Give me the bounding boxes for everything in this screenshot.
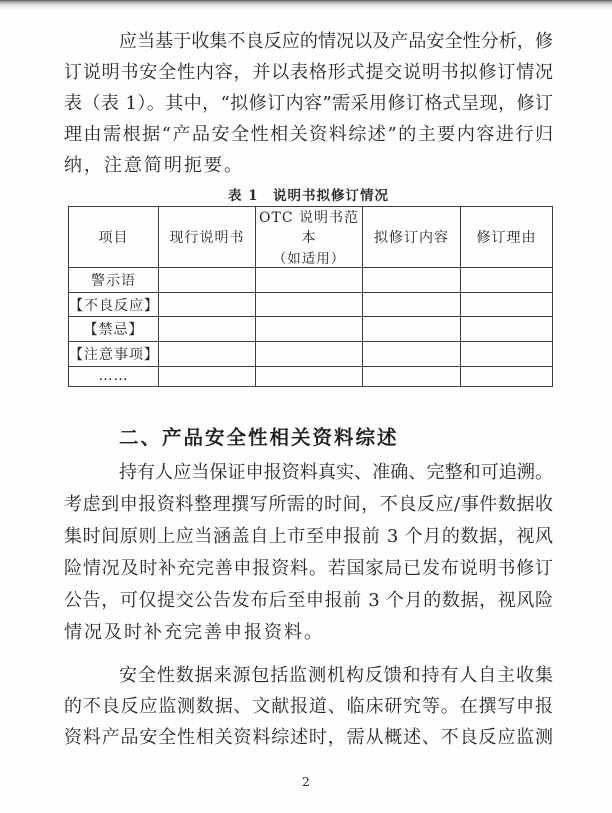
empty-cell: [159, 342, 256, 367]
header-cell-item: 项目: [69, 207, 159, 268]
empty-cell: [256, 317, 363, 342]
row-label: ……: [69, 366, 159, 386]
row-label: 【禁忌】: [69, 317, 159, 342]
body-line: 情况及时补充完善申报资料。: [64, 622, 324, 643]
empty-cell: [461, 268, 553, 293]
table-row-adverse-reaction: [69, 292, 553, 317]
table-row-contraindication: [69, 317, 553, 342]
empty-cell: [461, 366, 553, 386]
header-cell-revision-reason: 修订理由: [461, 207, 553, 268]
empty-cell: [159, 366, 256, 386]
header-cell-proposed-content: 拟修订内容: [363, 207, 461, 268]
section-heading: 二、产品安全性相关资料综述: [119, 426, 399, 449]
paragraph-3: [64, 660, 553, 753]
page-number: 2: [302, 774, 310, 789]
empty-cell: [256, 342, 363, 367]
empty-cell: [363, 268, 461, 293]
revision-table: [68, 206, 553, 387]
empty-cell: [363, 366, 461, 386]
table-row-warning: [69, 268, 553, 293]
empty-cell: [363, 292, 461, 317]
paragraph-2: [64, 457, 553, 649]
body-line: 理由需根据“产品安全性相关资料综述”的主要内容进行归: [64, 124, 553, 145]
header-cell-otc-template: [256, 207, 363, 268]
body-line: 集时间原则上应当涵盖自上市至申报前 3 个月的数据，视风: [64, 526, 553, 547]
body-line: 表（表 1）。其中，“拟修订内容”需采用修订格式呈现，修订: [64, 93, 553, 114]
body-line: 安全性数据来源包括监测机构反馈和持有人自主收集: [119, 665, 553, 686]
empty-cell: [256, 366, 363, 386]
table-row-ellipsis: [69, 366, 553, 386]
scan-top-edge-artifact: [0, 0, 612, 10]
paragraph-1: [64, 26, 553, 181]
row-label: 警示语: [69, 268, 159, 293]
empty-cell: [461, 342, 553, 367]
empty-cell: [363, 317, 461, 342]
empty-cell: [461, 317, 553, 342]
body-line: 险情况及时补充完善申报资料。若国家局已发布说明书修订: [64, 558, 553, 579]
table-title: 表 1 说明书拟修订情况: [227, 188, 390, 204]
body-line: 考虑到申报资料整理撰写所需的时间，不良反应/事件数据收: [64, 494, 553, 515]
empty-cell: [256, 292, 363, 317]
row-label: 【不良反应】: [69, 292, 159, 317]
body-line: 的不良反应监测数据、文献报道、临床研究等。在撰写申报: [64, 696, 553, 717]
empty-cell: [363, 342, 461, 367]
body-line: 纳，注意简明扼要。: [64, 155, 244, 176]
empty-cell: [159, 268, 256, 293]
empty-cell: [256, 268, 363, 293]
body-line: 资料产品安全性相关资料综述时，需从概述、不良反应监测: [64, 727, 553, 748]
table-header-row: [69, 207, 553, 268]
otc-header-line1: OTC 说明书范本: [259, 210, 359, 246]
row-label: 【注意事项】: [69, 342, 159, 367]
empty-cell: [159, 292, 256, 317]
body-line: 应当基于收集不良反应的情况以及产品安全性分析，修: [119, 31, 553, 52]
empty-cell: [461, 292, 553, 317]
table-row-precautions: [69, 342, 553, 367]
empty-cell: [159, 317, 256, 342]
body-line: 订说明书安全性内容，并以表格形式提交说明书拟修订情况: [64, 62, 553, 83]
otc-header-line2: （如适用）: [272, 251, 346, 267]
body-line: 公告，可仅提交公告发布后至申报前 3 个月的数据，视风险: [64, 590, 553, 611]
header-cell-current-label: 现行说明书: [159, 207, 256, 268]
body-line: 持有人应当保证申报资料真实、准确、完整和可追溯。: [119, 462, 553, 483]
